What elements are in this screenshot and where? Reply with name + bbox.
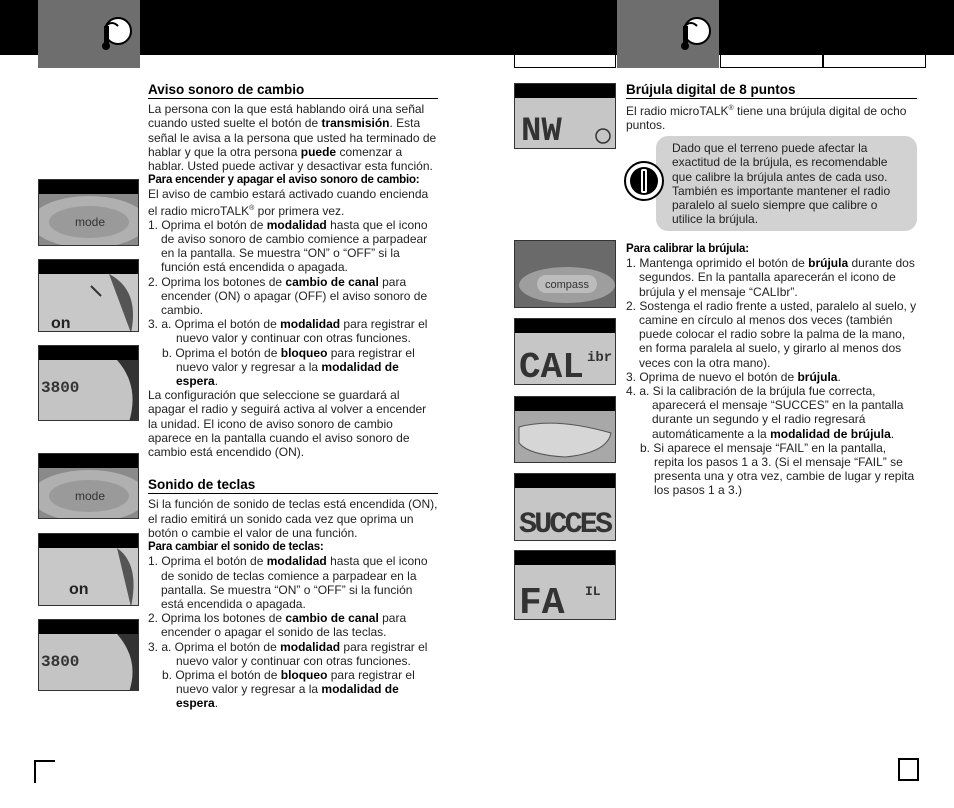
mode-label: mode: [75, 215, 106, 229]
page-number-box-right: [898, 758, 919, 781]
aviso-step-3a: 3. a. Oprima el botón de modalidad para registrar el nuevo valor y continuar con otras funciones.: [148, 317, 428, 346]
section-title-sonido: Sonido de teclas: [148, 478, 438, 494]
photo-hand-rotation: [514, 396, 616, 463]
calibrar-subheading: Para calibrar la brújula:: [626, 243, 749, 255]
calibrar-step-2: 2. Sostenga el radio frente a usted, paralelo al suelo, y camine en círculo al menos dos veces (también puede colocar el radio sobre la palma de la mano, en forma paralela al suelo, y girarlo al menos dos veces con la otra mano).: [626, 298, 917, 370]
photo-compass-button: [514, 240, 616, 308]
right-column: [626, 83, 917, 133]
calibrar-step-1: 1. Mantenga oprimido el botón de brújula durante dos segundos. En la pantalla aparecerán el icono de brújula y el mensaje “CALIbr”.: [626, 256, 915, 299]
photo-display-fail: [514, 550, 616, 620]
sonido-step-2: 2. Oprima los botones de cambio de canal para encender o apagar el sonido de las teclas.: [148, 611, 407, 640]
photo-display-on: [38, 533, 139, 606]
section-tab-left: [38, 0, 140, 68]
cal-label: CAL: [519, 347, 584, 386]
succes-label: SUCCES: [519, 508, 613, 542]
sonido-step-3a: 3. a. Oprima el botón de modalidad para registrar el nuevo valor y continuar con otras funciones.: [148, 639, 428, 668]
aviso-subheading: Para encender y apagar el aviso sonoro de cambio:: [148, 174, 420, 187]
on-label: on: [51, 315, 71, 332]
sonido-step-3b: b. Oprima el botón de bloqueo para registrar el nuevo valor y regresar a la modalidad de espera.: [162, 667, 415, 711]
speech-bubble-icon: [98, 16, 134, 52]
aviso-intro: La persona con la que está hablando oirá una señal cuando usted suelte el botón de transmisión. Esta señal le avisa a la persona que usted ha terminado de hablar y que la otra persona puede comenzar a hablar. Usted puede activar y desactivar esta función.: [148, 102, 437, 174]
section-title-aviso: Aviso sonoro de cambio: [148, 83, 438, 99]
photo-display-succes: [514, 473, 616, 541]
compass-label: compass: [545, 279, 590, 291]
photo-display-on: [38, 259, 139, 332]
photo-display-standby: [38, 619, 139, 691]
mode-label: mode: [75, 489, 106, 503]
photo-compass-nw: [514, 83, 616, 149]
aviso-default: El aviso de cambio estará activado cuando encienda el radio microTALK® por primera vez.: [148, 187, 429, 218]
right-column-steps: [626, 242, 917, 498]
header-cell: [720, 55, 823, 68]
section-title-brujula: Brújula digital de 8 puntos: [626, 83, 917, 99]
left-column: [148, 83, 438, 711]
on-label: on: [69, 581, 89, 598]
calibrar-step-4a: 4. a. Si la calibración de la brújula fue correcta, aparecerá el mensaje “SUCCES” en la pantalla durante un segundo y el radio regresará automáticamente a la modalidad de brújula.: [626, 384, 904, 441]
digits-label: 3800: [41, 653, 80, 671]
sonido-step-1: 1. Oprima el botón de modalidad hasta que el icono de sonido de teclas comience a parpadear en la pantalla. Se muestra “ON” o “OFF” si la función está encendida o apagada.: [148, 554, 428, 611]
sonido-intro: Si la función de sonido de teclas está encendida (ON), el radio emitirá un sonido cada vez que oprima un botón o cambie el valor de una función.: [148, 497, 438, 540]
aviso-closing: La configuración que seleccione se guardará al apagar el radio y seguirá activa al volver a encender la unidad. El icono de aviso sonoro de cambio aparece en la pantalla cuando el aviso sonoro de cambio está encendido (ON).: [148, 388, 427, 460]
photo-display-standby: [38, 345, 139, 421]
brujula-intro: El radio microTALK® tiene una brújula digital de ocho puntos.: [626, 104, 907, 133]
calibrar-step-4b: b. Si aparece el mensaje “FAIL” en la pantalla, repita los pasos 1 a 3. (Si el mensaje “FAIL” se presenta una y otra vez, cambie de lugar y repita los pasos 1 a 3.): [640, 440, 915, 498]
page-number-box-left: [34, 760, 55, 783]
compass-warning-icon: [624, 159, 664, 203]
speech-bubble-icon: [677, 16, 713, 52]
calibrar-step-3: 3. Oprima de nuevo el botón de brújula.: [626, 369, 841, 384]
fail-label: FA: [519, 582, 565, 621]
photo-display-calibr: [514, 318, 616, 385]
header-cell: [823, 55, 926, 68]
ibr-label: ibr: [587, 350, 613, 366]
fail-small-label: IL: [585, 584, 601, 599]
header-cell: [514, 55, 616, 68]
section-tab-right: [617, 0, 719, 68]
nw-label: NW: [521, 113, 562, 150]
photo-mode-button: [38, 179, 139, 246]
aviso-step-2: 2. Oprima los botones de cambio de canal para encender (ON) o apagar (OFF) el aviso sonoro de cambio.: [148, 274, 428, 318]
digits-label: 3800: [41, 379, 80, 397]
sonido-subheading: Para cambiar el sonido de teclas:: [148, 541, 324, 554]
aviso-step-1: 1. Oprima el botón de modalidad hasta que el icono de aviso sonoro de cambio comience a parpadear en la pantalla. Se muestra “ON” o “OFF” si la función está encendida o apagada.: [148, 217, 428, 275]
aviso-step-3b: b. Oprima el botón de bloqueo para registrar el nuevo valor y regresar a la modalidad de espera.: [162, 345, 415, 389]
calibration-note: Dado que el terreno puede afectar la exactitud de la brújula, es recomendable que calibre la brújula antes de cada uso. También es importante mantener el radio paralelo al suelo siempre que calibre o utilice la brújula.: [656, 136, 917, 231]
photo-mode-button: [38, 453, 139, 519]
